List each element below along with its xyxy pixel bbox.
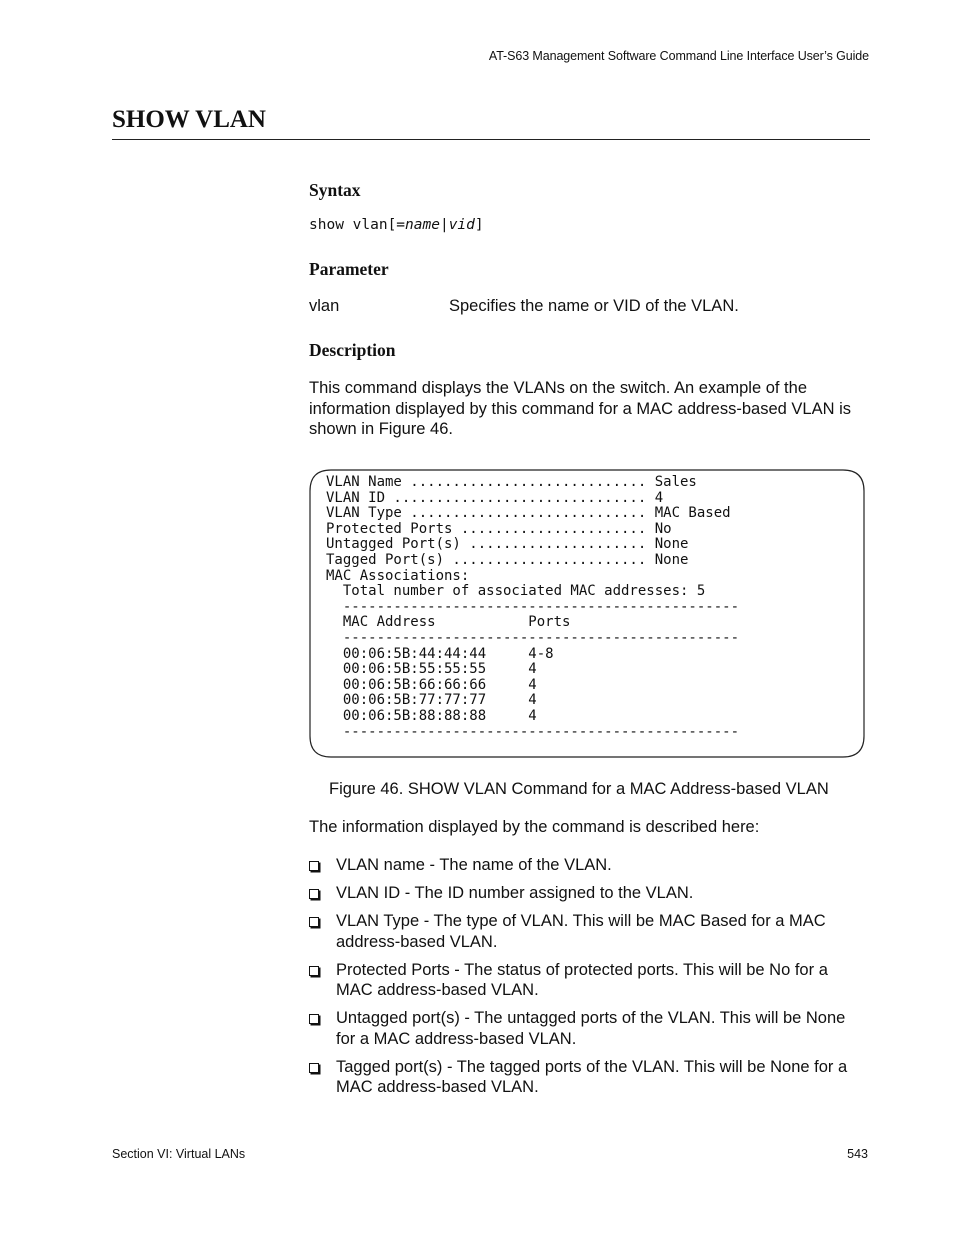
syntax-suffix: ] xyxy=(474,217,484,233)
syntax-heading: Syntax xyxy=(309,180,361,200)
checkbox-bullet-icon xyxy=(309,861,319,871)
syntax-arg-name: name xyxy=(405,217,440,233)
syntax-separator: | xyxy=(439,217,449,233)
checkbox-bullet-icon xyxy=(309,966,319,976)
page-number: 543 xyxy=(847,1147,868,1161)
syntax-command xyxy=(309,217,484,233)
title-rule xyxy=(112,139,870,140)
list-item: VLAN Type - The type of VLAN. This will be MAC Based for a MAC address-based VLAN. xyxy=(309,911,871,952)
description-line: This command displays the VLANs on the switch. An example of the xyxy=(309,379,807,397)
field-description-list xyxy=(309,855,871,1105)
description-line: information displayed by this command for a MAC address-based VLAN is xyxy=(309,399,851,418)
syntax-arg-vid: vid xyxy=(448,217,475,233)
parameter-heading: Parameter xyxy=(309,259,389,279)
running-header: AT-S63 Management Software Command Line Interface User’s Guide xyxy=(488,49,869,63)
checkbox-bullet-icon xyxy=(309,1014,319,1024)
parameter-name: vlan xyxy=(309,297,340,315)
syntax-prefix: show vlan[= xyxy=(309,217,406,233)
page-title: SHOW VLAN xyxy=(112,106,266,133)
checkbox-bullet-icon xyxy=(309,917,319,927)
checkbox-bullet-icon xyxy=(309,1063,319,1073)
parameter-description: Specifies the name or VID of the VLAN. xyxy=(449,297,739,315)
list-item: Tagged port(s) - The tagged ports of the VLAN. This will be None for a MAC address-based VLAN. xyxy=(309,1057,871,1098)
description-line: shown in Figure 46. xyxy=(309,420,453,438)
description-heading: Description xyxy=(309,340,396,360)
footer-section: Section VI: Virtual LANs xyxy=(112,1147,246,1161)
figure-46-screen-output xyxy=(309,469,865,758)
list-item: VLAN ID - The ID number assigned to the VLAN. xyxy=(309,883,871,904)
figure-caption: Figure 46. SHOW VLAN Command for a MAC Address-based VLAN xyxy=(329,780,829,798)
description-text xyxy=(309,378,871,440)
list-item: Untagged port(s) - The untagged ports of the VLAN. This will be None for a MAC address-based VLAN. xyxy=(309,1008,871,1049)
checkbox-bullet-icon xyxy=(309,889,319,899)
list-item: VLAN name - The name of the VLAN. xyxy=(309,855,871,876)
list-item: Protected Ports - The status of protected ports. This will be No for a MAC address-based VLAN. xyxy=(309,960,871,1001)
command-output: VLAN Name ............................ Sales VLAN ID .............................. 4 VLAN Type ............................ MAC Based Protected Ports ...................... No Untagged Port(s) ..................... None Tagged Port(s) ....................... None MAC Associations: Total number of associated MAC addresses: 5 ----------------------------------------------- MAC Address Ports ----------------------------------------------- 00:06:5B:44:44:44 4-8 00:06:5B:55:55:55 4 00:06:5B:66:66:66 4 00:06:5B:77:77:77 4 00:06:5B:88:88:88 4 ----------------------------------------------- xyxy=(326,474,740,740)
intro-text: The information displayed by the command is described here: xyxy=(309,818,760,836)
